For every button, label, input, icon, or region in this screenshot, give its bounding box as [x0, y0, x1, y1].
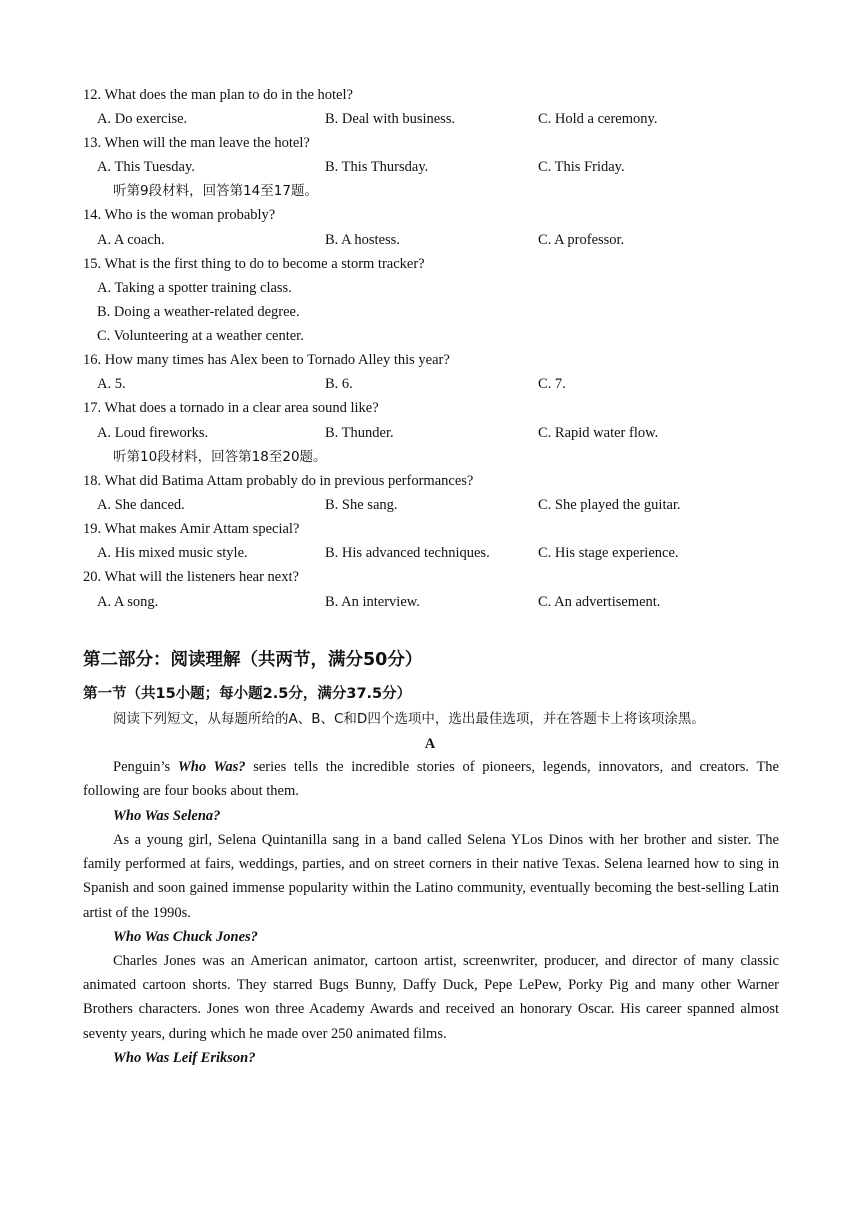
option-13b: B. This Thursday.: [325, 159, 429, 175]
passage-letter: A: [424, 736, 436, 752]
book2-title: Who Was Chuck Jones?: [113, 929, 258, 945]
option-20c: C. An advertisement.: [538, 594, 661, 610]
option-19a: A. His mixed music style.: [97, 545, 248, 561]
option-20b: B. An interview.: [325, 594, 420, 610]
question-20: 20. What will the listeners hear next?: [83, 569, 299, 585]
intro-text-end: series tells the incredible stories of pioneers, legends, innovators, and creators. The following are four books about them.: [83, 759, 779, 800]
instruction-material-9: 听第9段材料，回答第14至17题。: [113, 183, 318, 199]
option-18a: A. She danced.: [97, 497, 185, 513]
question-18: 18. What did Batima Attam probably do in previous performances?: [83, 473, 474, 489]
option-17b: B. Thunder.: [325, 425, 394, 441]
question-13: 13. When will the man leave the hotel?: [83, 135, 310, 151]
option-13c: C. This Friday.: [538, 159, 625, 175]
option-19c: C. His stage experience.: [538, 545, 679, 561]
option-15a: A. Taking a spotter training class.: [97, 280, 292, 296]
option-13a: A. This Tuesday.: [97, 159, 195, 175]
book1-text: As a young girl, Selena Quintanilla sang in a band called Selena YLos Dinos with her brother and sister. The family performed at fairs, weddings, parties, and on street corners in their native Texas. Selena learned how to sing in Spanish and soon gained immense popularity within the Latino community, eventually becoming the best-selling Latin artist of the 1990s.: [83, 832, 779, 921]
book2-text: Charles Jones was an American animator, cartoon artist, screenwriter, producer, and director of many classic animated cartoon shorts. They starred Bugs Bunny, Daffy Duck, Pepe LePew, Porky Pig and many other Warner Brothers characters. Jones won three Academy Awards and received an honorary Oscar. His career spanned almost seventy years, during which he made over 250 animated films.: [83, 953, 779, 1042]
question-15: 15. What is the first thing to do to become a storm tracker?: [83, 256, 425, 272]
option-15b: B. Doing a weather-related degree.: [97, 304, 300, 320]
option-17c: C. Rapid water flow.: [538, 425, 659, 441]
series-title: Who Was?: [177, 759, 246, 775]
question-16: 16. How many times has Alex been to Tornado Alley this year?: [83, 352, 450, 368]
option-16a: A. 5.: [97, 376, 126, 392]
question-19: 19. What makes Amir Attam special?: [83, 521, 300, 537]
option-17a: A. Loud fireworks.: [97, 425, 209, 441]
question-14: 14. Who is the woman probably?: [83, 207, 276, 223]
part2-title: 第二部分：阅读理解（共两节，满分50分）: [83, 650, 423, 670]
option-14a: A. A coach.: [97, 232, 165, 248]
option-14b: B. A hostess.: [325, 232, 400, 248]
section1-heading: 第一节（共15小题；每小题2.5分，满分37.5分）: [83, 686, 412, 702]
option-16c: C. 7.: [538, 376, 566, 392]
option-20a: A. A song.: [97, 594, 159, 610]
option-12c: C. Hold a ceremony.: [538, 111, 658, 127]
option-12b: B. Deal with business.: [325, 111, 456, 127]
option-18b: B. She sang.: [325, 497, 398, 513]
option-16b: B. 6.: [325, 376, 353, 392]
intro-text-start: Penguin’s: [113, 759, 178, 775]
instruction-material-10: 听第10段材料，回答第18至20题。: [113, 449, 327, 465]
book1-title: Who Was Selena?: [113, 808, 221, 824]
option-19b: B. His advanced techniques.: [325, 545, 490, 561]
reading-directions: 阅读下列短文，从每题所给的A、B、C和D四个选项中，选出最佳选项，并在答题卡上将该项涂黑。: [113, 711, 705, 727]
option-15c: C. Volunteering at a weather center.: [97, 328, 304, 344]
option-14c: C. A professor.: [538, 232, 625, 248]
question-17: 17. What does a tornado in a clear area sound like?: [83, 400, 379, 416]
option-18c: C. She played the guitar.: [538, 497, 681, 513]
book3-title: Who Was Leif Erikson?: [113, 1050, 256, 1066]
passage-intro: [83, 755, 779, 803]
question-12: 12. What does the man plan to do in the hotel?: [83, 87, 353, 103]
option-12a: A. Do exercise.: [97, 111, 188, 127]
